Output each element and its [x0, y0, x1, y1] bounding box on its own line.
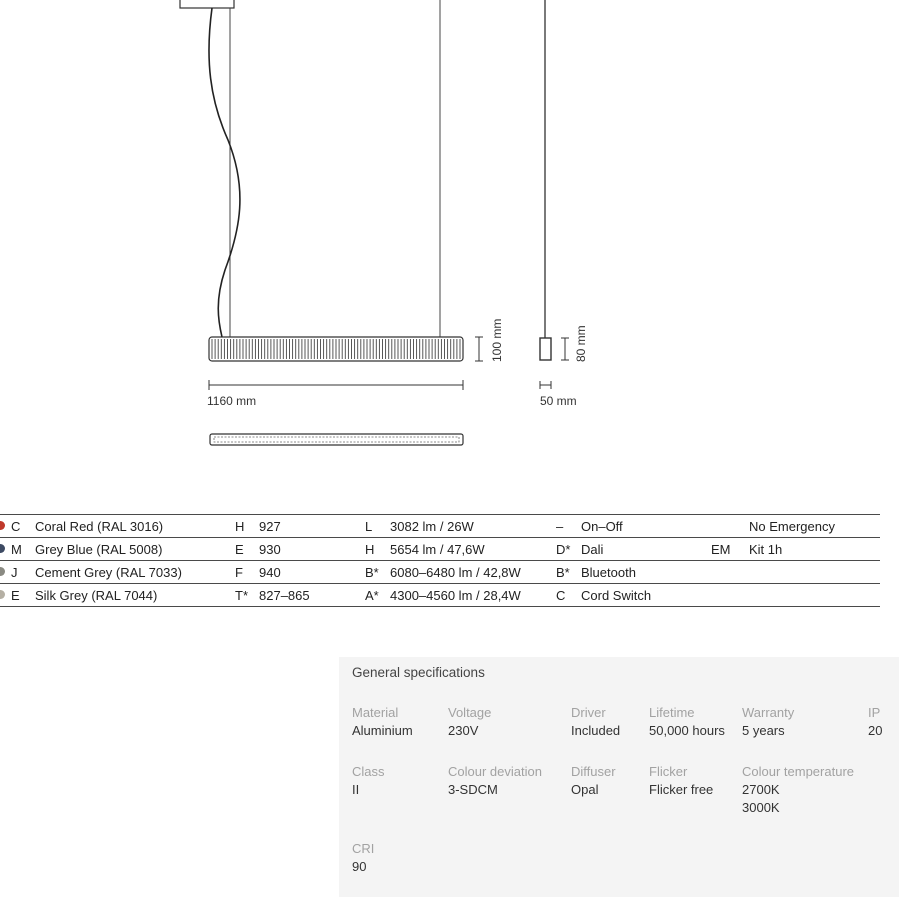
lumen-code: B* [365, 565, 379, 580]
cct-code: F [235, 565, 243, 580]
spec-cri [352, 840, 374, 876]
width-label: 50 mm [540, 394, 577, 408]
spec-colour-deviation [448, 763, 542, 799]
options-table [0, 514, 880, 607]
luminaire-front-view [209, 337, 463, 361]
control-code: – [556, 519, 564, 534]
spec-label: Material [352, 705, 399, 720]
power-cable [209, 8, 240, 337]
spec-value: II [352, 782, 360, 797]
lumen-code: A* [365, 588, 379, 603]
spec-label: Colour temperature [742, 764, 854, 779]
finish-name: Silk Grey (RAL 7044) [35, 588, 158, 603]
cct-code: H [235, 519, 245, 534]
length-label: 1160 mm [207, 394, 257, 408]
length-dimension [209, 380, 463, 390]
spec-voltage [448, 704, 491, 740]
lumen-code: H [365, 542, 375, 557]
spec-value: Flicker free [649, 782, 714, 797]
finish-code: J [11, 565, 18, 580]
finish-code: M [11, 542, 22, 557]
control-value: On–Off [581, 519, 623, 534]
general-specifications-panel [339, 657, 899, 897]
spec-value: 20 [868, 723, 883, 738]
width-dimension [540, 381, 551, 389]
spec-class [352, 763, 385, 799]
cct-code: T* [235, 588, 248, 603]
emergency-value: No Emergency [749, 519, 835, 534]
emergency-code: EM [711, 542, 731, 557]
finish-name: Cement Grey (RAL 7033) [35, 565, 182, 580]
spec-title: General specifications [352, 665, 485, 680]
spec-diffuser [571, 763, 616, 799]
spec-value: 50,000 hours [649, 723, 725, 738]
spec-value: 5 years [742, 723, 785, 738]
lumen-value: 4300–4560 lm / 28,4W [390, 588, 521, 603]
color-swatch [0, 521, 5, 530]
cct-code: E [235, 542, 244, 557]
control-code: D* [556, 542, 571, 557]
spec-ip [868, 704, 882, 740]
table-row [0, 560, 880, 583]
luminaire-bottom-view [210, 434, 463, 445]
luminaire-side-view [540, 338, 551, 360]
table-row [0, 514, 880, 537]
control-value: Dali [581, 542, 604, 557]
lumen-value: 6080–6480 lm / 42,8W [390, 565, 521, 580]
spec-value: 90 [352, 859, 367, 874]
spec-material [352, 704, 413, 740]
spec-value: Included [571, 723, 621, 738]
spec-label: Class [352, 764, 385, 779]
spec-flicker [649, 763, 713, 799]
spec-label: Driver [571, 705, 606, 720]
control-value: Bluetooth [581, 565, 636, 580]
spec-warranty [742, 704, 794, 740]
cct-value: 927 [259, 519, 281, 534]
spec-value: 230V [448, 723, 479, 738]
spec-driver [571, 704, 620, 740]
cct-value: 827–865 [259, 588, 310, 603]
cct-value: 930 [259, 542, 281, 557]
lumen-code: L [365, 519, 373, 534]
finish-code: C [11, 519, 21, 534]
spec-label: Colour deviation [448, 764, 542, 779]
color-swatch [0, 544, 5, 553]
spec-value: 2700K [742, 782, 780, 797]
spec-label: Warranty [742, 705, 795, 720]
height-dimension [475, 337, 483, 361]
emergency-value: Kit 1h [749, 542, 783, 557]
table-row [0, 537, 880, 560]
spec-value: Aluminium [352, 723, 413, 738]
lumen-value: 3082 lm / 26W [390, 519, 474, 534]
spec-value: Opal [571, 782, 599, 797]
table-row [0, 583, 880, 607]
finish-name: Grey Blue (RAL 5008) [35, 542, 163, 557]
color-swatch [0, 590, 5, 599]
spec-value: 3-SDCM [448, 782, 498, 797]
spec-label: CRI [352, 841, 375, 856]
color-swatch [0, 567, 5, 576]
spec-label: Voltage [448, 705, 492, 720]
finish-name: Coral Red (RAL 3016) [35, 519, 164, 534]
spec-label: IP [868, 705, 881, 720]
spec-lifetime [649, 704, 725, 740]
spec-colour-temperature [742, 763, 854, 817]
spec-label: Diffuser [571, 764, 616, 779]
side-height-dimension [561, 338, 569, 360]
cct-value: 940 [259, 565, 281, 580]
spec-label: Flicker [649, 764, 688, 779]
side-height-label: 80 mm [574, 325, 588, 362]
height-label: 100 mm [490, 318, 504, 362]
finish-code: E [11, 588, 20, 603]
control-code: B* [556, 565, 570, 580]
lumen-value: 5654 lm / 47,6W [390, 542, 485, 557]
control-value: Cord Switch [581, 588, 652, 603]
spec-value: 3000K [742, 800, 780, 815]
control-code: C [556, 588, 566, 603]
ceiling-canopy [180, 0, 234, 8]
spec-label: Lifetime [649, 705, 695, 720]
